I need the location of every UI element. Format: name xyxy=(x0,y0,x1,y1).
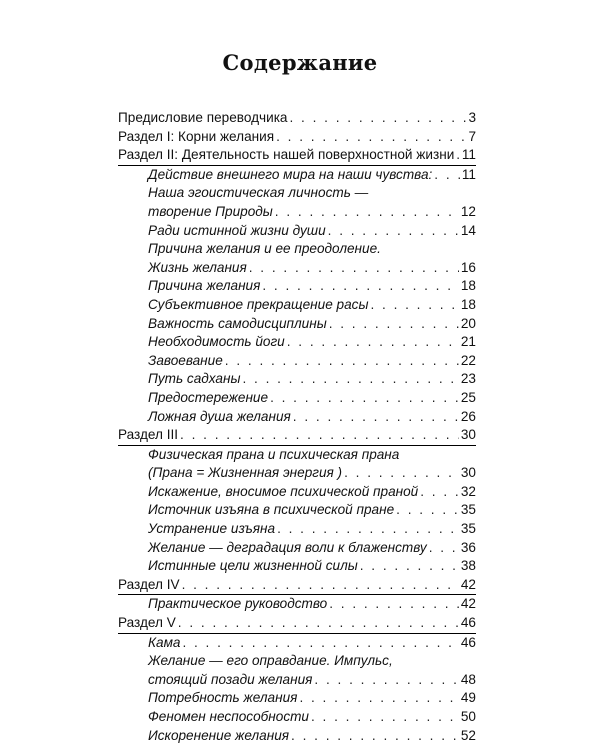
toc-page-number: 42 xyxy=(460,576,476,592)
toc-entry-title: Истинные цели жизненной силы xyxy=(148,558,358,574)
toc-subsection-entry xyxy=(118,389,476,408)
dot-leader xyxy=(314,671,458,690)
toc-page-number: 18 xyxy=(460,278,476,294)
toc-page-number: 23 xyxy=(460,371,476,387)
dot-leader xyxy=(291,727,459,746)
toc-subsection-entry xyxy=(118,315,476,334)
dot-leader xyxy=(178,614,459,633)
toc-subsection-entry xyxy=(118,222,476,241)
toc-section-entry xyxy=(118,614,476,633)
dot-leader xyxy=(360,557,459,576)
toc-entry-title: Ложная душа желания xyxy=(148,408,291,424)
toc-subsection-entry xyxy=(118,557,476,576)
toc-subsection-entry xyxy=(118,595,476,614)
toc-entry-title: Путь садханы xyxy=(148,371,241,387)
dot-leader xyxy=(293,408,459,427)
toc-section-entry xyxy=(118,426,476,445)
toc-subsection-entry xyxy=(118,259,476,278)
dot-leader xyxy=(242,370,458,389)
toc-entry-title: Действие внешнего мира на наши чувства: xyxy=(148,166,433,182)
toc-section-entry xyxy=(118,576,476,595)
toc-subsection-entry xyxy=(118,652,476,671)
toc-subsection-entry xyxy=(118,483,476,502)
toc-entry-title: Раздел II: Деятельность нашей поверхностной жизни xyxy=(118,147,455,163)
toc-entry-title: Важность самодисциплины xyxy=(148,315,327,331)
toc-subsection-entry xyxy=(118,671,476,690)
page-title: Содержание xyxy=(222,50,378,75)
toc-page-number: 42 xyxy=(460,596,476,612)
toc-subsection-entry xyxy=(118,634,476,653)
toc-subsection-entry xyxy=(118,708,476,727)
toc-entry-title: творение Природы xyxy=(148,203,273,219)
toc-subsection-entry xyxy=(118,501,476,520)
toc-subsection-entry xyxy=(118,520,476,539)
toc-entry-title: Физическая прана и психическая прана xyxy=(148,446,400,462)
toc-entry-title: Субъективное прекращение расы xyxy=(148,296,369,312)
toc-subsection-entry xyxy=(118,539,476,558)
toc-subsection-entry xyxy=(118,352,476,371)
toc-entry-title: Причина желания xyxy=(148,278,261,294)
dot-leader xyxy=(287,333,459,352)
toc-page-number: 22 xyxy=(460,352,476,368)
toc-entry-title: Ради истинной жизни души xyxy=(148,222,326,238)
dot-leader xyxy=(311,708,459,727)
toc-page-number: 11 xyxy=(461,166,476,182)
toc-subsection-entry xyxy=(118,689,476,708)
toc-subsection-entry xyxy=(118,408,476,427)
toc-page-number: 35 xyxy=(460,502,476,518)
toc-subsection-entry xyxy=(118,203,476,222)
dot-leader xyxy=(182,634,458,653)
toc-entry-title: Предостережение xyxy=(148,389,269,405)
toc-subsection-entry xyxy=(118,370,476,389)
toc-entry-title: стоящий позади желания xyxy=(148,671,313,687)
toc-entry-title: Раздел V xyxy=(118,615,176,631)
dot-leader xyxy=(396,501,459,520)
dot-leader xyxy=(429,539,459,558)
dot-leader xyxy=(270,389,459,408)
toc-page-number: 18 xyxy=(460,296,476,312)
dot-leader xyxy=(225,352,459,371)
toc-page-number: 46 xyxy=(460,615,476,631)
toc-entry-title: Желание — деградация воли к блаженству xyxy=(148,539,427,555)
toc-entry-title: Практическое руководство xyxy=(148,596,328,612)
toc-page-number: 30 xyxy=(460,465,476,481)
toc-entry-title: (Прана = Жизненная энергия ) xyxy=(148,465,343,481)
dot-leader xyxy=(277,520,459,539)
dot-leader xyxy=(344,464,459,483)
toc-page-number: 16 xyxy=(460,259,476,275)
toc-subsection-entry xyxy=(118,333,476,352)
toc-entry-title: Искажение, вносимое психической праной xyxy=(148,483,419,499)
toc-page-number: 30 xyxy=(460,427,476,443)
toc-subsection-entry xyxy=(118,277,476,296)
toc-entry-title: Причина желания и ее преодоление. xyxy=(148,241,381,257)
toc-subsection-entry xyxy=(118,296,476,315)
toc-entry-title: Раздел IV xyxy=(118,576,180,592)
toc-entry-title: Феномен неспособности xyxy=(148,709,309,724)
dot-leader xyxy=(328,222,459,241)
dot-leader xyxy=(275,203,459,222)
toc-page-number: 36 xyxy=(460,539,476,555)
toc-entry-title: Источник изъяна в психической пране xyxy=(148,502,395,518)
toc-subsection-entry xyxy=(118,240,476,259)
dot-leader xyxy=(249,259,459,278)
dot-leader xyxy=(299,689,458,708)
toc-page-number: 26 xyxy=(460,408,476,424)
toc-page-number: 21 xyxy=(460,334,476,350)
toc-page-number: 32 xyxy=(460,483,476,499)
toc-page-number: 49 xyxy=(460,690,476,706)
dot-leader xyxy=(434,166,460,185)
toc-page-number: 48 xyxy=(460,671,476,687)
toc-subsection-entry xyxy=(118,184,476,203)
dot-leader xyxy=(329,315,459,334)
toc-subsection-entry xyxy=(118,166,476,185)
toc-entry-title: Жизнь желания xyxy=(148,259,247,275)
toc-page-number: 52 xyxy=(460,727,476,743)
dot-leader xyxy=(262,277,459,296)
toc-entry-title: Искоренение желания xyxy=(148,727,290,743)
toc-section-entry xyxy=(118,109,476,128)
toc-section-entry xyxy=(118,128,476,147)
toc-entry-title: Потребность желания xyxy=(148,690,298,706)
toc-entry-title: Необходимость йоги xyxy=(148,334,285,350)
dot-leader xyxy=(420,483,459,502)
toc-page-number: 12 xyxy=(460,203,476,219)
toc-entry-title: Раздел III xyxy=(118,427,179,443)
toc-page-number: 20 xyxy=(460,315,476,331)
toc-entry-title: Предисловие переводчика xyxy=(118,110,288,125)
toc-subsection-entry xyxy=(118,464,476,483)
toc-page-number: 11 xyxy=(461,147,476,163)
toc-page-number: 46 xyxy=(460,634,476,650)
toc-entry-title: Устранение изъяна xyxy=(148,521,276,537)
toc-section-entry xyxy=(118,146,476,165)
toc-page-number: 35 xyxy=(460,521,476,537)
toc-subsection-entry xyxy=(118,727,476,746)
toc-page-number: 7 xyxy=(468,128,476,144)
dot-leader xyxy=(276,128,466,147)
dot-leader xyxy=(370,296,458,315)
dot-leader xyxy=(180,426,459,445)
toc-entry-title: Завоевание xyxy=(148,352,223,368)
toc-entry-title: Раздел I: Корни желания xyxy=(118,128,275,144)
toc-entry-title: Кама xyxy=(148,634,181,650)
toc-subsection-entry xyxy=(118,446,476,465)
toc-page-number: 25 xyxy=(460,389,476,405)
toc-page-number: 14 xyxy=(460,222,476,238)
dot-leader xyxy=(329,595,459,614)
toc-entry-title: Наша эгоистическая личность — xyxy=(148,185,369,201)
dot-leader xyxy=(456,146,460,165)
table-of-contents xyxy=(118,109,476,745)
dot-leader xyxy=(182,576,459,595)
toc-page-number: 50 xyxy=(460,709,476,724)
toc-page-number: 38 xyxy=(460,558,476,574)
toc-entry-title: Желание — его оправдание. Импульс, xyxy=(148,653,393,669)
toc-page-number: 3 xyxy=(468,110,476,125)
dot-leader xyxy=(290,109,467,128)
